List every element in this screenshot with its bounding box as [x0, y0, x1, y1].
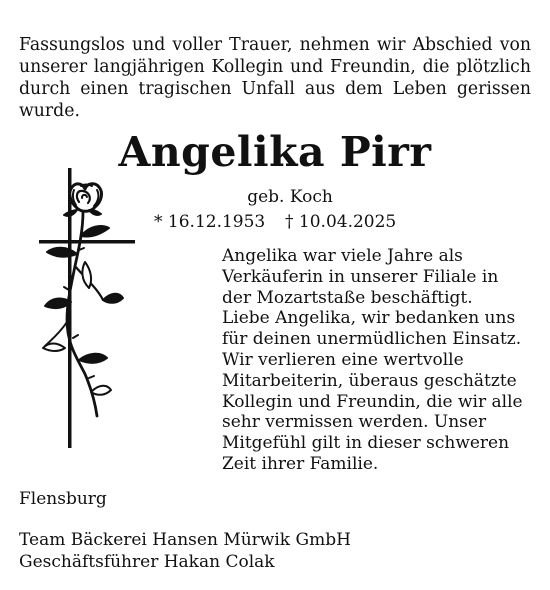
signer-manager: Geschäftsführer Hakan Colak — [19, 552, 275, 572]
birth-name: geb. Koch — [247, 187, 333, 207]
tribute-paragraph-2: Liebe Angelika, wir bedanken uns für deinen unermüdlichen Einsatz. Wir verlieren eine wertvolle Mitarbeiterin, überaus geschätzte Kollegin und Freundin, die wir alle sehr vermissen werden. Unser Mitgefühl gilt in dieser schweren Zeit ihrer Familie. — [222, 308, 523, 474]
place-name: Flensburg — [19, 489, 107, 509]
tribute-paragraph-1: Angelika war viele Jahre als Verkäuferin in unserer Filiale in der Mozartstaße beschäftigt. — [222, 246, 499, 308]
cross-with-rose-icon — [37, 162, 139, 452]
tribute-text — [222, 246, 532, 475]
birth-date: * 16.12.1953 — [154, 212, 266, 232]
signer-company: Team Bäckerei Hansen Mürwik GmbH — [19, 530, 351, 550]
intro-text: Fassungslos und voller Trauer, nehmen wir Abschied von unserer langjährigen Kollegin und Freundin, die plötzlich durch einen tragischen Unfall aus dem Leben gerissen wurde. — [19, 35, 531, 121]
deceased-name: Angelika Pirr — [118, 128, 432, 176]
death-date: † 10.04.2025 — [285, 212, 397, 232]
signers-block — [19, 529, 351, 573]
